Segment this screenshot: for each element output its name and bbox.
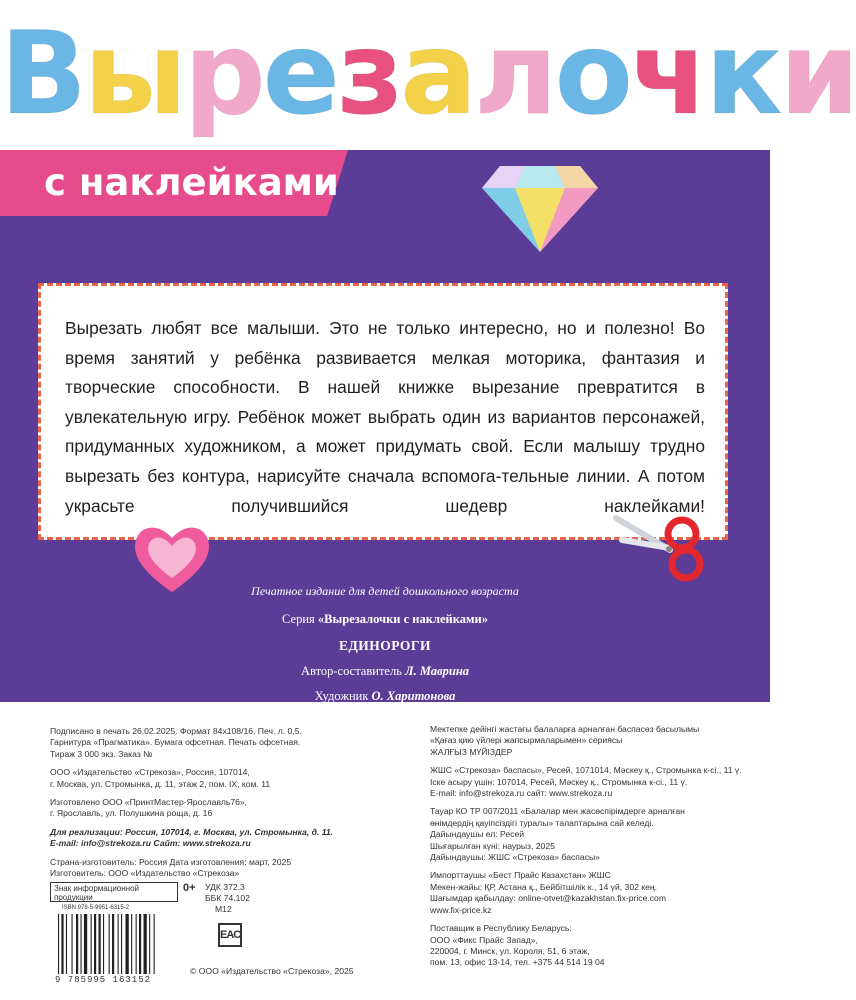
kz-compliance-line: Дайындаушы ел: Ресей (430, 829, 525, 840)
imprint-line: Тираж 3 000 экз. Заказ № (50, 748, 153, 759)
imprint-line: Подписано в печать 26.02.2025. Формат 84х108/16. Печ. л. 0,5. (50, 726, 302, 736)
title-letter: и (779, 7, 856, 140)
publisher-line: г. Москва, ул. Стромынка, д. 11, этаж 2, пом. IX, ком. 11 (50, 778, 271, 789)
copyright: © ООО «Издательство «Стрекоза», 2025 (190, 966, 354, 976)
imprint-russian (50, 726, 410, 879)
barcode-bar (66, 914, 67, 974)
origin-line: Страна-изготовитель: Россия Дата изготовления: март, 2025 (50, 856, 292, 867)
title-letter: р (184, 7, 263, 140)
barcode-bar (131, 914, 132, 974)
barcode-bar (149, 914, 150, 974)
barcode-bar (81, 914, 82, 974)
udk-codes (205, 882, 250, 915)
bbk-line: ББК 74.102 (205, 893, 250, 903)
title-letter: к (705, 7, 780, 140)
printer-line: г. Ярославль, ул. Полушкина роща, д. 16 (50, 808, 213, 819)
barcode-bar (118, 914, 119, 974)
kz-importer-line: Шағымдар қабылдау: online-otvet@kazakhstan.fix-price.com (430, 893, 666, 904)
barcode-bar (109, 914, 110, 974)
age-rating: 0+ (183, 882, 196, 894)
artist-name: О. Харитонова (371, 689, 456, 703)
title-letter: е (262, 7, 337, 140)
barcode-bar (154, 914, 155, 974)
by-supplier-line: Поставщик в Республику Беларусь: (430, 923, 572, 934)
kz-publisher-line: E-mail: info@strekoza.ru сайт: www.strekoza.ru (430, 788, 613, 799)
artist-line (180, 689, 590, 704)
kz-importer-line: Импорттаушы «Бест Прайс Казахстан» ЖШС (430, 870, 611, 881)
kz-compliance-line: Дайындаушы: ЖШС «Стрекоза» баспасы» (430, 852, 600, 863)
title-letter: з (336, 7, 401, 140)
diamond-icon (480, 158, 600, 254)
author-label: Автор-составитель (300, 664, 402, 678)
title-letter: л (474, 7, 555, 140)
barcode-bar (136, 914, 137, 974)
barcode-bar (72, 914, 73, 974)
description-box (38, 283, 728, 540)
barcode-bar (91, 914, 92, 974)
subtitle: с наклейками (44, 161, 339, 204)
edition-note: Печатное издание для детей дошкольного возраста (251, 584, 519, 598)
author-mark: М12 (215, 904, 232, 914)
title-letter: В (0, 7, 84, 140)
barcode-bar (126, 914, 129, 974)
publisher-line: ООО «Издательство «Стрекоза», Россия, 107014, (50, 767, 250, 778)
imprint-kazakh (430, 724, 760, 969)
kz-importer-line: www.fix-price.kz (430, 904, 492, 915)
title-letter: ч (629, 7, 706, 140)
origin-line: Изготовитель: ООО «Издательство «Стрекоза» (50, 868, 240, 879)
kz-imprint-line: Мектепке дейінгі жастағы балаларға арналған баспасөз басылымы (430, 724, 700, 734)
description-text: Вырезать любят все малыши. Это не только интересно, но и полезно! Во время занятий у ребёнка развивается мелкая моторика, фантазия и творческие способности. В нашей книжке вырезание превратится в увлекательную игру. Ребёнок может выбрать один из вариантов персонажей, придуманных художником, а может придумать свой. Если малышу трудно вырезать без контура, нарисуйте сначала вспомога-тельные линии. А потом украсьте получившийся шедевр наклейками! (65, 318, 705, 516)
barcode-bar (76, 914, 78, 974)
kz-imprint-line: «Қағаз қию үйлері жапсырмаларымен» сериясы (430, 735, 623, 746)
barcode-bar (139, 914, 141, 974)
kz-publisher-line: ЖШС «Стрекоза» баспасы», Ресей, 1071014, Мәскеу қ., Стромынка к-сі., 11 ү. (430, 765, 742, 776)
barcode-bar (58, 914, 59, 974)
printer-line: Изготовлено ООО «ПринтМастер-Ярославль76», (50, 797, 248, 808)
barcode-bar (61, 914, 63, 974)
kz-compliance-line: өнімдердің қауіпсіздігі туралы» талаптарына сай келеді. (430, 817, 654, 828)
sale-line: Для реализации: Россия, 107014, г. Москва, ул. Стромынка, д. 11. (50, 826, 334, 837)
eac-mark: EAC (218, 923, 242, 947)
title-letter: а (400, 7, 475, 140)
barcode-bar (84, 914, 87, 974)
by-supplier-line: 220004, г. Минск, ул. Короля, 51, 6 этаж, (430, 945, 590, 956)
book-title (0, 7, 856, 140)
series-line (180, 612, 590, 627)
barcode-bar (121, 914, 122, 974)
barcode-number: 9 785995 163152 (55, 975, 152, 985)
series-name: «Вырезалочки с наклейками» (317, 612, 488, 626)
kz-importer-line: Мекен-жайы: ҚР, Астана қ., Бейбітшілік к., 14 үй, 302 кең. (430, 881, 658, 892)
barcode (50, 904, 185, 986)
author-line (180, 664, 590, 679)
artist-label: Художник (314, 689, 369, 703)
barcode-bar (99, 914, 101, 974)
sale-line: E-mail: info@strekoza.ru Сайт: www.strekoza.ru (50, 838, 251, 849)
by-supplier-line: ООО «Фикс Прайс Запад», (430, 934, 538, 945)
info-product-sign: Знак информационной продукции (50, 882, 178, 902)
barcode-bar (103, 914, 104, 974)
by-supplier-line: пом. 13, офис 13-14, тел. +375 44 514 19 04 (430, 957, 605, 968)
barcode-bar (94, 914, 96, 974)
kz-publisher-line: Іске асыру үшін: 107014, Ресей, Мәскеу қ., Стромынка к-сі., 11 ү. (430, 776, 688, 787)
title-letter: о (554, 7, 630, 140)
barcode-bar (112, 914, 114, 974)
series-label: Серия (282, 612, 315, 626)
isbn: ISBN 978-5-9951-6315-2 (62, 905, 130, 911)
author-name: Л. Маврина (405, 664, 470, 678)
title-letter: ы (83, 7, 184, 140)
imprint-line: Гарнитура «Прагматика». Бумага офсетная. Печать офсетная. (50, 737, 301, 748)
scissors-icon (612, 510, 704, 584)
kz-compliance-line: Тауар КО ТР 007/2011 «Балалар мен жасөспірімдерге арналған (430, 806, 685, 817)
kz-imprint-line: ЖАЛҒЫЗ МҮЙІЗДЕР (430, 746, 513, 757)
kz-compliance-line: Шығарылған күні: наурыз, 2025 (430, 840, 555, 851)
udk-line: УДК 372.3 (205, 882, 245, 892)
barcode-bar (144, 914, 147, 974)
book-subtitle: ЕДИНОРОГИ (338, 638, 432, 653)
